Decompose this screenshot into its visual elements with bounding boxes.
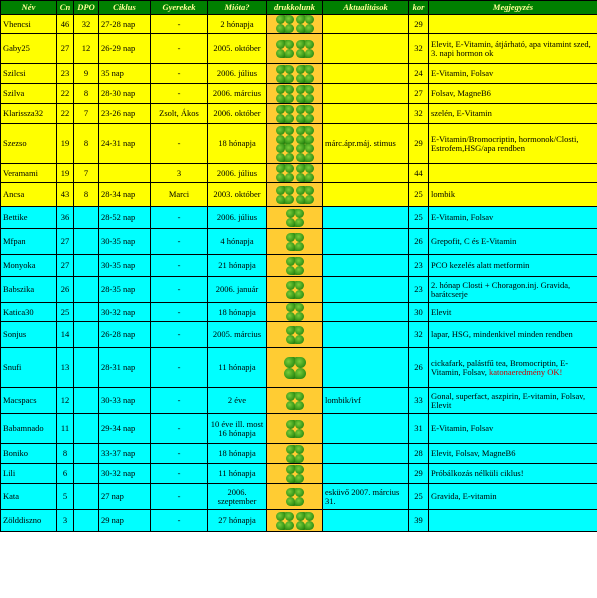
cell-aktualitasok [323, 414, 409, 444]
clover-icon [284, 357, 306, 379]
cell-kor: 26 [409, 229, 429, 255]
cell-ciklus: 28-34 nap [99, 183, 151, 207]
cell-ciklus: 30-35 nap [99, 255, 151, 277]
cell-dpo [74, 348, 99, 388]
cell-drukkolunk [267, 15, 323, 34]
cell-drukkolunk [267, 322, 323, 348]
clover-icon [286, 488, 304, 506]
clover-icon [296, 512, 314, 530]
cell-aktualitasok: márc.ápr.máj. stimus [323, 124, 409, 164]
cell-drukkolunk [267, 84, 323, 104]
clover-icon [286, 281, 304, 299]
cell-ciklus: 28-31 nap [99, 348, 151, 388]
cell-drukkolunk [267, 277, 323, 303]
cell-kor: 32 [409, 104, 429, 124]
table-row [1, 464, 597, 484]
table-row [1, 255, 597, 277]
table-row [1, 207, 597, 229]
cell-aktualitasok: esküvő 2007. március 31. [323, 484, 409, 510]
cell-cn: 22 [57, 84, 74, 104]
cell-aktualitasok [323, 15, 409, 34]
table-row [1, 277, 597, 303]
table-row [1, 414, 597, 444]
cell-megjegyzes [429, 303, 597, 322]
cell-nev: Gaby25 [1, 34, 57, 64]
megjegyzes-text: lapar, HSG, mindenkivel minden rendben [431, 329, 573, 339]
megjegyzes-text: Próbálkozás nélküli ciklus! [431, 468, 524, 478]
cell-cn: 19 [57, 164, 74, 183]
cell-kor: 39 [409, 510, 429, 532]
cell-megjegyzes [429, 164, 597, 183]
megjegyzes-text: Elevit, E-Vitamin, átjárható, apa vitamint szed, 3. napi hormon ok [431, 38, 591, 58]
cell-gyerekek: - [151, 348, 208, 388]
cell-gyerekek: - [151, 414, 208, 444]
clover-icon [286, 257, 304, 275]
cell-kor: 27 [409, 84, 429, 104]
clover-icon [296, 105, 314, 123]
cell-ciklus: 29-34 nap [99, 414, 151, 444]
header-miota: Mióta? [208, 1, 267, 15]
megjegyzes-text: E-Vitamin, Folsav [431, 423, 494, 433]
cell-miota: 21 hónapja [208, 255, 267, 277]
cell-kor: 29 [409, 124, 429, 164]
cell-gyerekek: - [151, 464, 208, 484]
cell-nev: Szezso [1, 124, 57, 164]
cell-miota: 4 hónapja [208, 229, 267, 255]
cell-miota: 2006. január [208, 277, 267, 303]
cell-gyerekek: - [151, 388, 208, 414]
cell-megjegyzes [429, 484, 597, 510]
cell-aktualitasok [323, 464, 409, 484]
header-drukkolunk: drukkolunk [267, 1, 323, 15]
megjegyzes-text: Gonal, superfact, aszpirin, E-vitamin, Folsav, Elevit [431, 390, 586, 410]
cell-nev: Mfpan [1, 229, 57, 255]
cell-aktualitasok [323, 348, 409, 388]
cell-aktualitasok [323, 255, 409, 277]
cell-gyerekek: - [151, 484, 208, 510]
cell-kor: 29 [409, 15, 429, 34]
cell-drukkolunk [267, 207, 323, 229]
cell-megjegyzes [429, 322, 597, 348]
cell-ciklus: 29 nap [99, 510, 151, 532]
megjegyzes-text: szelén, E-Vitamin [431, 108, 492, 118]
cell-miota: 2006. július [208, 207, 267, 229]
cell-aktualitasok [323, 164, 409, 183]
cell-nev: Babszika [1, 277, 57, 303]
header-dpo: DPO [74, 1, 99, 15]
clover-icon [276, 164, 294, 182]
table-row [1, 484, 597, 510]
cell-megjegyzes [429, 255, 597, 277]
cell-ciklus: 27 nap [99, 484, 151, 510]
clover-icon [276, 186, 294, 204]
clover-icon [276, 105, 294, 123]
cell-kor: 32 [409, 322, 429, 348]
cell-nev: Sonjus [1, 322, 57, 348]
table-row [1, 34, 597, 64]
cell-aktualitasok [323, 322, 409, 348]
cell-aktualitasok [323, 34, 409, 64]
cell-nev: Katica30 [1, 303, 57, 322]
clover-icon [286, 303, 304, 321]
megjegyzes-text: Gravida, E-vitamin [431, 491, 497, 501]
cell-drukkolunk [267, 348, 323, 388]
cell-aktualitasok [323, 183, 409, 207]
cell-gyerekek: 3 [151, 164, 208, 183]
clover-icon [296, 40, 314, 58]
header-ciklus: Ciklus [99, 1, 151, 15]
table-row [1, 229, 597, 255]
cell-megjegyzes [429, 104, 597, 124]
cell-miota: 2006. július [208, 64, 267, 84]
clover-icon [286, 420, 304, 438]
cell-drukkolunk [267, 183, 323, 207]
clover-icon [276, 40, 294, 58]
cell-gyerekek: - [151, 207, 208, 229]
megjegyzes-highlight: katonaeredmény OK! [488, 366, 563, 377]
cell-miota: 2005. március [208, 322, 267, 348]
clover-icon [296, 126, 314, 144]
clover-icon [286, 326, 304, 344]
cell-dpo: 7 [74, 164, 99, 183]
clover-icon [296, 85, 314, 103]
clover-icon [276, 144, 294, 162]
table-row [1, 84, 597, 104]
clover-icon [296, 186, 314, 204]
cell-ciklus: 23-26 nap [99, 104, 151, 124]
cell-megjegyzes [429, 64, 597, 84]
header-kor: kor [409, 1, 429, 15]
cell-ciklus: 33-37 nap [99, 444, 151, 464]
cell-cn: 6 [57, 464, 74, 484]
cell-miota: 27 hónapja [208, 510, 267, 532]
cell-miota: 2005. október [208, 34, 267, 64]
cell-kor: 32 [409, 34, 429, 64]
cell-dpo: 9 [74, 64, 99, 84]
cell-ciklus: 27-28 nap [99, 15, 151, 34]
cell-aktualitasok [323, 444, 409, 464]
cell-megjegyzes [429, 414, 597, 444]
cell-gyerekek: - [151, 303, 208, 322]
cell-ciklus: 24-31 nap [99, 124, 151, 164]
cell-gyerekek: Marci [151, 183, 208, 207]
cell-dpo: 12 [74, 34, 99, 64]
cell-kor: 28 [409, 444, 429, 464]
cell-dpo [74, 388, 99, 414]
clover-icon [296, 164, 314, 182]
cell-megjegyzes [429, 464, 597, 484]
cell-drukkolunk [267, 255, 323, 277]
cell-gyerekek: - [151, 277, 208, 303]
cell-miota: 11 hónapja [208, 348, 267, 388]
cell-kor: 23 [409, 277, 429, 303]
cell-miota: 2006. március [208, 84, 267, 104]
cell-dpo: 8 [74, 183, 99, 207]
clover-icon [276, 65, 294, 83]
cell-miota: 2006. október [208, 104, 267, 124]
clover-icon [286, 209, 304, 227]
cell-kor: 25 [409, 207, 429, 229]
megjegyzes-text: E-Vitamin, Folsav [431, 68, 494, 78]
table-row [1, 348, 597, 388]
cell-dpo [74, 277, 99, 303]
megjegyzes-text: cickafark, palástfű tea, Bromocriptin, E-Vitamin, Folsav, [431, 357, 569, 377]
cell-megjegyzes [429, 277, 597, 303]
cell-aktualitasok [323, 229, 409, 255]
cell-nev: Ancsa [1, 183, 57, 207]
cell-dpo: 8 [74, 124, 99, 164]
cell-miota: 11 hónapja [208, 464, 267, 484]
header-row [1, 1, 597, 15]
cell-cn: 12 [57, 388, 74, 414]
cell-kor: 29 [409, 464, 429, 484]
cell-drukkolunk [267, 484, 323, 510]
cell-kor: 33 [409, 388, 429, 414]
clover-icon [276, 126, 294, 144]
cell-aktualitasok [323, 64, 409, 84]
cell-megjegyzes [429, 207, 597, 229]
cell-aktualitasok [323, 84, 409, 104]
clover-icon [286, 465, 304, 483]
cell-gyerekek: - [151, 124, 208, 164]
cell-ciklus [99, 164, 151, 183]
cell-dpo [74, 510, 99, 532]
cell-cn: 25 [57, 303, 74, 322]
cell-nev: Boniko [1, 444, 57, 464]
cell-drukkolunk [267, 34, 323, 64]
cell-drukkolunk [267, 510, 323, 532]
cell-ciklus: 30-35 nap [99, 229, 151, 255]
cell-ciklus: 28-35 nap [99, 277, 151, 303]
cell-dpo: 7 [74, 104, 99, 124]
table-row [1, 64, 597, 84]
cell-megjegyzes [429, 15, 597, 34]
table-row [1, 510, 597, 532]
clover-icon [296, 15, 314, 33]
header-aktualitasok: Aktualitások [323, 1, 409, 15]
cell-aktualitasok [323, 277, 409, 303]
cell-megjegyzes [429, 388, 597, 414]
megjegyzes-text: lombik [431, 189, 456, 199]
cell-gyerekek: - [151, 510, 208, 532]
cell-dpo [74, 207, 99, 229]
cell-miota: 2006. július [208, 164, 267, 183]
cell-megjegyzes [429, 34, 597, 64]
cell-miota: 18 hónapja [208, 124, 267, 164]
cell-nev: Macspacs [1, 388, 57, 414]
cell-megjegyzes [429, 229, 597, 255]
cell-cn: 27 [57, 34, 74, 64]
cell-miota: 10 éve ill. most 16 hónapja [208, 414, 267, 444]
cell-dpo [74, 444, 99, 464]
cell-ciklus: 26-28 nap [99, 322, 151, 348]
cell-miota: 2 éve [208, 388, 267, 414]
cell-ciklus: 26-29 nap [99, 34, 151, 64]
header-megjegyzes: Megjegyzés [429, 1, 597, 15]
cell-drukkolunk [267, 414, 323, 444]
table-row [1, 183, 597, 207]
cell-nev: Veramami [1, 164, 57, 183]
cell-drukkolunk [267, 229, 323, 255]
cell-drukkolunk [267, 388, 323, 414]
cell-gyerekek: - [151, 84, 208, 104]
cell-nev: Vhencsi [1, 15, 57, 34]
cell-aktualitasok [323, 207, 409, 229]
cell-ciklus: 28-30 nap [99, 84, 151, 104]
cell-ciklus: 30-33 nap [99, 388, 151, 414]
megjegyzes-text: E-Vitamin, Folsav [431, 212, 494, 222]
table-row [1, 104, 597, 124]
table-body [1, 15, 597, 532]
cell-drukkolunk [267, 124, 323, 164]
megjegyzes-text: E-Vitamin/Bromocriptin, hormonok/Closti, Estrofem,HSG/apa rendben [431, 133, 579, 153]
table-row [1, 124, 597, 164]
cell-drukkolunk [267, 104, 323, 124]
cell-nev: Klarissza32 [1, 104, 57, 124]
megjegyzes-text: Grepofit, C és E-Vitamin [431, 236, 517, 246]
cell-cn: 43 [57, 183, 74, 207]
clover-icon [276, 512, 294, 530]
cell-kor: 44 [409, 164, 429, 183]
cell-cn: 27 [57, 255, 74, 277]
header-cn: Cn [57, 1, 74, 15]
cell-gyerekek: - [151, 34, 208, 64]
cell-cn: 5 [57, 484, 74, 510]
cell-dpo: 8 [74, 84, 99, 104]
cell-cn: 22 [57, 104, 74, 124]
cell-miota: 2003. október [208, 183, 267, 207]
megjegyzes-text: Elevit [431, 306, 452, 317]
cell-gyerekek: Zsolt, Ákos [151, 104, 208, 124]
clover-icon [286, 445, 304, 463]
cell-megjegyzes [429, 444, 597, 464]
cell-miota: 2006. szeptember [208, 484, 267, 510]
cell-dpo [74, 414, 99, 444]
cell-megjegyzes [429, 84, 597, 104]
cell-ciklus: 30-32 nap [99, 464, 151, 484]
cell-kor: 25 [409, 484, 429, 510]
header-nev: Név [1, 1, 57, 15]
cell-gyerekek: - [151, 15, 208, 34]
cell-cn: 3 [57, 510, 74, 532]
table-row [1, 322, 597, 348]
cell-ciklus: 35 nap [99, 64, 151, 84]
cell-megjegyzes [429, 124, 597, 164]
cell-gyerekek: - [151, 64, 208, 84]
table-row [1, 388, 597, 414]
table-row [1, 303, 597, 322]
cell-nev: Szilva [1, 84, 57, 104]
cell-cn: 19 [57, 124, 74, 164]
cell-nev: Monyoka [1, 255, 57, 277]
cell-megjegyzes [429, 183, 597, 207]
cell-nev: Lili [1, 464, 57, 484]
clover-icon [286, 392, 304, 410]
megjegyzes-text: Folsav, MagneB6 [431, 88, 491, 98]
cell-cn: 27 [57, 229, 74, 255]
cell-dpo [74, 255, 99, 277]
cell-kor: 30 [409, 303, 429, 322]
table-row [1, 164, 597, 183]
clover-icon [286, 233, 304, 251]
header-gyerekek: Gyerekek [151, 1, 208, 15]
cell-megjegyzes [429, 348, 597, 388]
cell-cn: 36 [57, 207, 74, 229]
cell-cn: 13 [57, 348, 74, 388]
cell-ciklus: 28-52 nap [99, 207, 151, 229]
cell-drukkolunk [267, 464, 323, 484]
cell-aktualitasok [323, 104, 409, 124]
cell-dpo [74, 464, 99, 484]
cell-dpo [74, 484, 99, 510]
cell-aktualitasok: lombik/ivf [323, 388, 409, 414]
cell-nev: Snufi [1, 348, 57, 388]
cell-dpo [74, 322, 99, 348]
cell-miota: 18 hónapja [208, 303, 267, 322]
cell-cn: 14 [57, 322, 74, 348]
cell-dpo [74, 303, 99, 322]
megjegyzes-text: PCO kezelés alatt metformin [431, 260, 530, 270]
cell-drukkolunk [267, 303, 323, 322]
cell-dpo [74, 229, 99, 255]
cell-nev: Szilcsi [1, 64, 57, 84]
cell-drukkolunk [267, 64, 323, 84]
cell-gyerekek: - [151, 444, 208, 464]
cell-cn: 8 [57, 444, 74, 464]
table-row [1, 15, 597, 34]
cell-dpo: 32 [74, 15, 99, 34]
cell-gyerekek: - [151, 322, 208, 348]
megjegyzes-text: Elevit, Folsav, MagneB6 [431, 448, 516, 458]
megjegyzes-text: 2. hónap Closti + Choragon.inj. Gravida, barátcserje [431, 279, 571, 299]
cell-aktualitasok [323, 510, 409, 532]
cell-megjegyzes [429, 510, 597, 532]
cell-aktualitasok [323, 303, 409, 322]
clover-icon [296, 144, 314, 162]
cell-miota: 18 hónapja [208, 444, 267, 464]
cell-kor: 26 [409, 348, 429, 388]
cell-kor: 25 [409, 183, 429, 207]
clover-icon [276, 15, 294, 33]
cell-nev: Zölddiszno [1, 510, 57, 532]
cell-gyerekek: - [151, 229, 208, 255]
cell-drukkolunk [267, 444, 323, 464]
cell-nev: Babamnado [1, 414, 57, 444]
cell-kor: 23 [409, 255, 429, 277]
cell-cn: 26 [57, 277, 74, 303]
cell-gyerekek: - [151, 255, 208, 277]
table-row [1, 444, 597, 464]
cell-kor: 24 [409, 64, 429, 84]
cell-ciklus: 30-32 nap [99, 303, 151, 322]
cell-drukkolunk [267, 164, 323, 183]
cell-nev: Kata [1, 484, 57, 510]
cell-kor: 31 [409, 414, 429, 444]
cell-nev: Bettike [1, 207, 57, 229]
cell-miota: 2 hónapja [208, 15, 267, 34]
cell-cn: 23 [57, 64, 74, 84]
cell-cn: 46 [57, 15, 74, 34]
clover-icon [296, 65, 314, 83]
clover-icon [276, 85, 294, 103]
cell-cn: 11 [57, 414, 74, 444]
